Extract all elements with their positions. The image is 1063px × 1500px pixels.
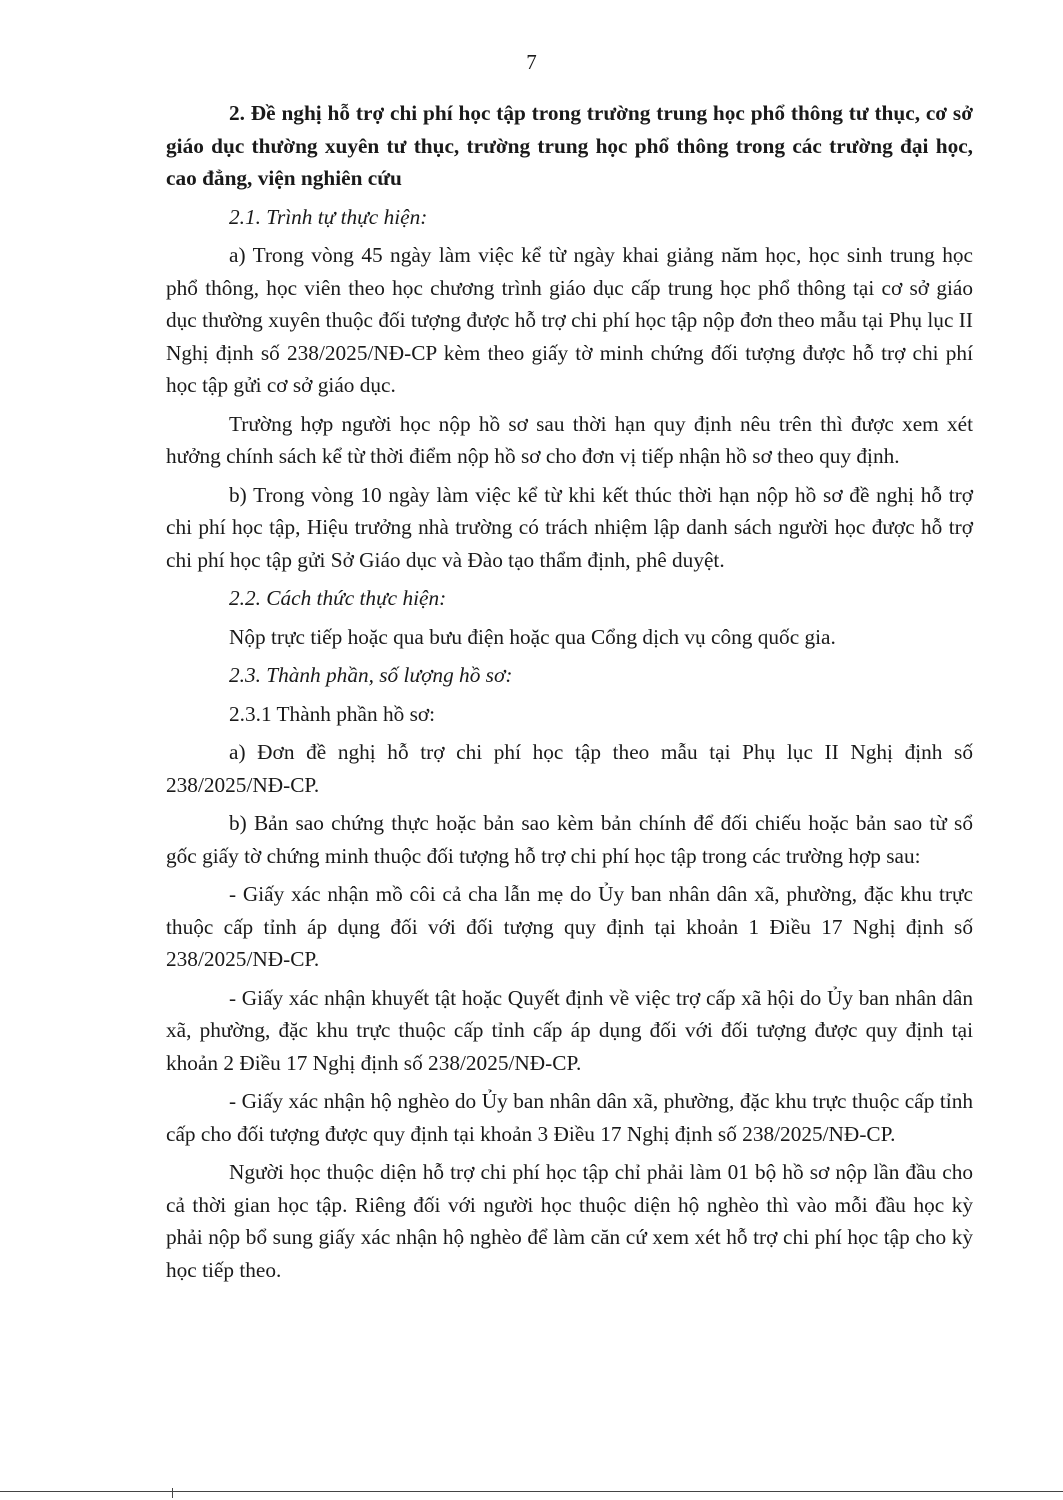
paragraph-2-3-1-b: b) Bản sao chứng thực hoặc bản sao kèm bản chính để đối chiếu hoặc bản sao từ sổ gốc giấy tờ chứng minh thuộc đối tượng hỗ trợ chi phí học tập trong các trường hợp sau: bbox=[166, 811, 973, 868]
document-body bbox=[166, 97, 973, 1292]
subsection-2-3-1-title: 2.3.1 Thành phần hồ sơ: bbox=[229, 701, 436, 726]
bottom-tick-mark bbox=[172, 1488, 173, 1498]
paragraph-2-3-1-a: a) Đơn đề nghị hỗ trợ chi phí học tập theo mẫu tại Phụ lục II Nghị định số 238/2025/NĐ-CP. bbox=[166, 740, 973, 797]
paragraph-2-2: Nộp trực tiếp hoặc qua bưu điện hoặc qua Cổng dịch vụ công quốc gia. bbox=[229, 624, 836, 649]
subsection-2-3-title: 2.3. Thành phần, số lượng hồ sơ: bbox=[229, 663, 513, 687]
bullet-item-poor-household: - Giấy xác nhận hộ nghèo do Ủy ban nhân dân xã, phường, đặc khu trực thuộc cấp tỉnh cấp cho đối tượng được quy định tại khoản 3 Điều 17 Nghị định số 238/2025/NĐ-CP. bbox=[166, 1089, 973, 1146]
paragraph-2-1-a: a) Trong vòng 45 ngày làm việc kể từ ngày khai giảng năm học, học sinh trung học phổ thông, học viên theo học chương trình giáo dục cấp trung học phổ thông tại cơ sở giáo dục thường xuyên thuộc đối tượng được hỗ trợ chi phí học tập nộp đơn theo mẫu tại Phụ lục II Nghị định số 238/2025/NĐ-CP kèm theo giấy tờ minh chứng đối tượng được hỗ trợ chi phí học tập gửi cơ sở giáo dục. bbox=[166, 243, 973, 397]
bullet-item-disability: - Giấy xác nhận khuyết tật hoặc Quyết định về việc trợ cấp xã hội do Ủy ban nhân dân xã, phường, đặc khu trực thuộc cấp tỉnh cấp áp dụng đối với đối tượng được quy định tại khoản 2 Điều 17 Nghị định số 238/2025/NĐ-CP. bbox=[166, 985, 973, 1075]
closing-paragraph: Người học thuộc diện hỗ trợ chi phí học tập chỉ phải làm 01 bộ hồ sơ nộp lần đầu cho cả thời gian học tập. Riêng đối với người học thuộc diện hộ nghèo thì vào mỗi đầu học kỳ phải nộp bổ sung giấy xác nhận hộ nghèo để làm căn cứ xem xét hỗ trợ chi phí học tập cho kỳ học tiếp theo. bbox=[166, 1160, 973, 1282]
subsection-2-1-title: 2.1. Trình tự thực hiện: bbox=[229, 204, 428, 229]
page-number: 7 bbox=[526, 50, 537, 74]
bottom-divider bbox=[0, 1491, 1063, 1492]
subsection-2-2-title: 2.2. Cách thức thực hiện: bbox=[229, 586, 447, 610]
paragraph-2-1-late-submission: Trường hợp người học nộp hồ sơ sau thời hạn quy định nêu trên thì được xem xét hưởng chính sách kể từ thời điểm nộp hồ sơ cho đơn vị tiếp nhận hồ sơ theo quy định. bbox=[166, 411, 973, 468]
section-heading: 2. Đề nghị hỗ trợ chi phí học tập trong trường trung học phổ thông tư thục, cơ sở giáo dục thường xuyên tư thục, trường trung học phổ thông trong các trường đại học, cao đẳng, viện nghiên cứu bbox=[166, 101, 973, 190]
paragraph-2-1-b: b) Trong vòng 10 ngày làm việc kể từ khi kết thúc thời hạn nộp hồ sơ đề nghị hỗ trợ chi phí học tập, Hiệu trưởng nhà trường có trách nhiệm lập danh sách người học được hỗ trợ chi phí học tập gửi Sở Giáo dục và Đào tạo thẩm định, phê duyệt. bbox=[166, 482, 973, 572]
bullet-item-orphan: - Giấy xác nhận mồ côi cả cha lẫn mẹ do Ủy ban nhân dân xã, phường, đặc khu trực thuộc cấp tỉnh áp dụng đối với đối tượng quy định tại khoản 1 Điều 17 Nghị định số 238/2025/NĐ-CP. bbox=[166, 882, 973, 971]
